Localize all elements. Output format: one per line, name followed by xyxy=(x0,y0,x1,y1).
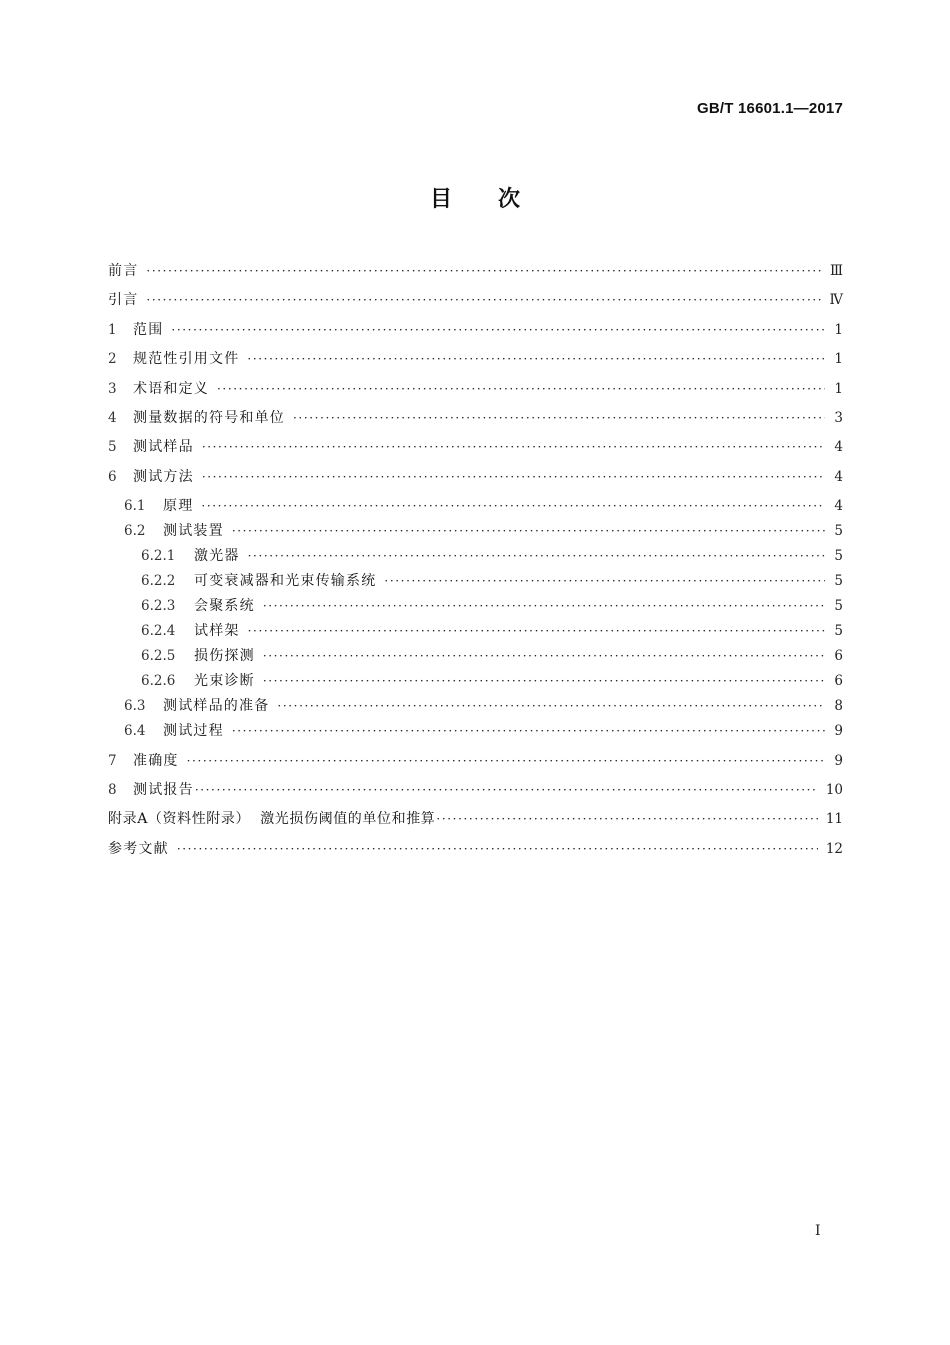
toc-entry-6-2[interactable] xyxy=(108,519,843,544)
toc-entry-number: 6.2.6 xyxy=(141,673,176,690)
toc-entry-3[interactable] xyxy=(108,377,843,406)
toc-entry-7[interactable] xyxy=(108,749,843,778)
toc-entry-page: 9 xyxy=(834,723,843,740)
toc-entry-label: 试样架 xyxy=(194,623,240,640)
toc-entry-number: 4 xyxy=(108,409,117,426)
toc-entry-label: 测试样品的准备 xyxy=(163,698,270,715)
table-of-contents xyxy=(108,259,843,866)
toc-entry-label: 损伤探测 xyxy=(194,648,255,665)
dot-leader xyxy=(195,778,818,802)
dot-leader xyxy=(202,465,825,489)
toc-entry-page: 5 xyxy=(834,598,843,615)
toc-entry-number: 6.3 xyxy=(124,698,146,715)
dot-leader xyxy=(263,669,825,693)
toc-entry-number: 5 xyxy=(108,439,117,456)
toc-entry-6-2-6[interactable] xyxy=(108,669,843,694)
toc-entry-foreword[interactable] xyxy=(108,259,843,288)
toc-entry-5[interactable] xyxy=(108,435,843,464)
dot-leader xyxy=(146,288,821,312)
toc-entry-page: 5 xyxy=(834,573,843,590)
standard-number: GB/T 16601.1—2017 xyxy=(697,100,843,117)
dot-leader xyxy=(436,807,817,831)
toc-entry-page: 5 xyxy=(834,548,843,565)
toc-entry-number: 6 xyxy=(108,468,117,485)
toc-entry-number: 6.2.5 xyxy=(141,648,176,665)
dot-leader xyxy=(263,644,825,668)
toc-entry-6-4[interactable] xyxy=(108,719,843,748)
toc-entry-label: 测试样品 xyxy=(133,439,194,456)
toc-entry-page: 9 xyxy=(834,752,843,769)
toc-entry-label: 术语和定义 xyxy=(133,380,209,397)
toc-entry-number: 6.2.4 xyxy=(141,623,176,640)
toc-entry-references[interactable] xyxy=(108,837,843,866)
toc-entry-number: 6.2 xyxy=(124,523,146,540)
dot-leader xyxy=(247,347,825,371)
toc-entry-number: 8 xyxy=(108,781,117,798)
toc-entry-page: 1 xyxy=(834,380,843,397)
dot-leader xyxy=(177,837,818,861)
toc-entry-label: 测试装置 xyxy=(163,523,224,540)
toc-entry-page: 11 xyxy=(825,811,843,828)
toc-entry-6-1[interactable] xyxy=(108,494,843,519)
toc-entry-label: 准确度 xyxy=(133,752,179,769)
toc-entry-number: 2 xyxy=(108,351,117,368)
toc-entry-4[interactable] xyxy=(108,406,843,435)
toc-entry-label: 光束诊断 xyxy=(194,673,255,690)
toc-entry-appendix-a[interactable] xyxy=(108,807,843,836)
dot-leader xyxy=(277,694,825,718)
toc-entry-page: 12 xyxy=(825,840,843,857)
toc-entry-page: 6 xyxy=(834,648,843,665)
toc-entry-label: 测量数据的符号和单位 xyxy=(133,409,285,426)
dot-leader xyxy=(202,435,825,459)
dot-leader xyxy=(384,569,825,593)
dot-leader xyxy=(217,377,825,401)
page-number: I xyxy=(815,1223,821,1239)
toc-entry-page: 4 xyxy=(834,468,843,485)
toc-entry-number: 6.1 xyxy=(124,498,146,515)
toc-entry-label: 附录A（资料性附录） 激光损伤阈值的单位和推算 xyxy=(108,811,436,828)
toc-entry-label: 范围 xyxy=(133,321,164,338)
toc-entry-label: 测试报告 xyxy=(133,781,194,798)
toc-entry-number: 6.4 xyxy=(124,723,146,740)
toc-entry-number: 7 xyxy=(108,752,117,769)
toc-entry-6-2-2[interactable] xyxy=(108,569,843,594)
toc-entry-label: 原理 xyxy=(163,498,194,515)
dot-leader xyxy=(232,719,825,743)
toc-entry-2[interactable] xyxy=(108,347,843,376)
toc-entry-label: 规范性引用文件 xyxy=(133,351,240,368)
toc-entry-label: 引言 xyxy=(108,292,139,309)
dot-leader xyxy=(146,259,822,283)
dot-leader xyxy=(248,544,825,568)
toc-entry-label: 测试方法 xyxy=(133,468,194,485)
toc-entry-label: 可变衰减器和光束传输系统 xyxy=(194,573,377,590)
toc-entry-page: 6 xyxy=(834,673,843,690)
toc-entry-1[interactable] xyxy=(108,318,843,347)
toc-entry-label: 参考文献 xyxy=(108,840,169,857)
toc-entry-page: Ⅳ xyxy=(829,292,843,309)
dot-leader xyxy=(248,619,825,643)
toc-entry-6[interactable] xyxy=(108,465,843,494)
toc-entry-number: 1 xyxy=(108,321,117,338)
dot-leader xyxy=(201,494,825,518)
dot-leader xyxy=(263,594,825,618)
toc-entry-page: 10 xyxy=(825,781,843,798)
toc-entry-page: 5 xyxy=(834,523,843,540)
toc-entry-number: 3 xyxy=(108,380,117,397)
toc-entry-label: 测试过程 xyxy=(163,723,224,740)
toc-entry-number: 6.2.3 xyxy=(141,598,176,615)
toc-entry-page: 5 xyxy=(834,623,843,640)
page-title: 目次 xyxy=(429,187,566,212)
toc-entry-label: 前言 xyxy=(108,263,139,279)
toc-entry-page: 4 xyxy=(834,498,843,515)
toc-entry-introduction[interactable] xyxy=(108,288,843,317)
dot-leader xyxy=(171,318,825,342)
toc-entry-page: 4 xyxy=(834,439,843,456)
toc-entry-6-2-3[interactable] xyxy=(108,594,843,619)
toc-entry-6-2-1[interactable] xyxy=(108,544,843,569)
dot-leader xyxy=(187,749,825,773)
toc-entry-6-3[interactable] xyxy=(108,694,843,719)
toc-entry-number: 6.2.1 xyxy=(141,548,176,565)
dot-leader xyxy=(293,406,825,430)
toc-entry-page: 1 xyxy=(834,351,843,368)
toc-entry-page: Ⅲ xyxy=(829,263,843,279)
toc-entry-number: 6.2.2 xyxy=(141,573,176,590)
toc-entry-page: 3 xyxy=(834,409,843,426)
toc-entry-8[interactable] xyxy=(108,778,843,807)
toc-entry-page: 8 xyxy=(834,698,843,715)
toc-entry-label: 会聚系统 xyxy=(194,598,255,615)
toc-entry-label: 激光器 xyxy=(194,548,240,565)
toc-entry-page: 1 xyxy=(834,321,843,338)
toc-entry-6-2-5[interactable] xyxy=(108,644,843,669)
toc-entry-6-2-4[interactable] xyxy=(108,619,843,644)
dot-leader xyxy=(232,519,825,543)
